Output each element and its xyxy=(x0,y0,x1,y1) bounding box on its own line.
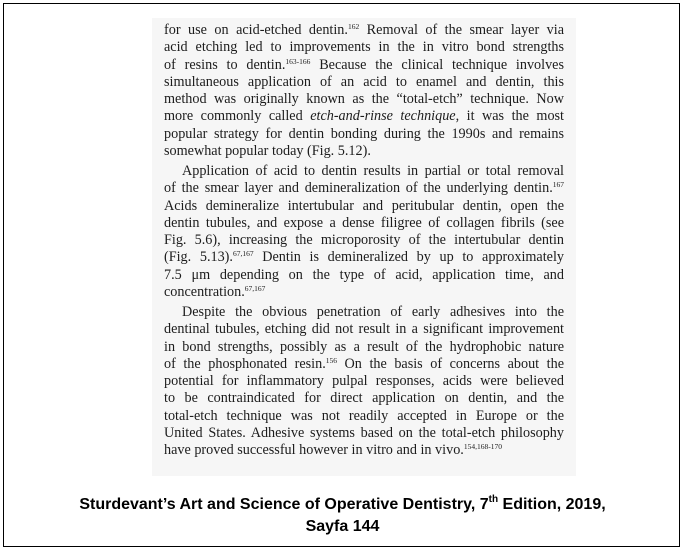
text-line: in bond strengths, possibly as a result of the hydrophobic nature xyxy=(164,338,564,355)
citation-superscript: 67,167 xyxy=(244,283,266,293)
caption-title: Sturdevant’s Art and Science of Operative Dentistry, 7 xyxy=(79,496,489,513)
citation-superscript: 67,167 xyxy=(232,249,254,259)
text-line: 7.5 μm depending on the type of acid, application time, and xyxy=(164,266,564,283)
text-line: method was originally known as the “total-etch” technique. Now xyxy=(164,91,564,107)
text-line: of resins to dentin.$^{163-166}$ Because the clinical technique involves xyxy=(164,56,565,73)
text-line: have proved successful however in vitro and in vivo.$^{154,168-170}$ xyxy=(164,442,502,458)
text-line: to be contraindicated for direct application on dentin, and the xyxy=(164,390,564,407)
text-line: Application of acid to dentin results in partial or total removal xyxy=(182,163,564,179)
paragraph-3 xyxy=(164,304,564,459)
text-line: potential for inflammatory pulpal responses, acids were believed xyxy=(164,373,564,389)
text-line: concentration.$^{67,167}$ xyxy=(164,283,266,300)
text-line: simultaneous application of an acid to enamel and dentin, this xyxy=(164,73,564,90)
text-line: for use on acid-etched dentin.$^{162}$ Removal of the smear layer via xyxy=(164,22,565,38)
source-caption xyxy=(4,494,681,538)
text-line: Acids demineralize intertubular and peritubular dentin, open the xyxy=(164,197,564,214)
text-line: Despite the obvious penetration of early adhesives into the xyxy=(182,304,564,320)
text-line: of the phosphonated resin.$^{156}$ On the basis of concerns about the xyxy=(164,355,564,372)
citation-frame xyxy=(3,3,680,547)
paragraph-1 xyxy=(164,22,564,160)
text-line: acid etching led to improvements in the in vitro bond strengths xyxy=(164,39,564,56)
paragraph-2 xyxy=(164,163,564,301)
citation-superscript: 154,168-170 xyxy=(463,442,502,451)
excerpt-text xyxy=(164,22,564,459)
text-line: United States. Adhesive systems based on the total-etch philosophy xyxy=(164,424,564,441)
text-line: dentin tubules, and expose a dense filigree of collagen fibrils (see xyxy=(164,214,564,231)
text-line: more commonly called etch-and-rinse technique, it was the most xyxy=(164,108,564,125)
caption-edition-year: Edition, 2019, xyxy=(498,496,606,513)
text-line: of the smear layer and demineralization of the underlying dentin.$^{167}$ xyxy=(164,180,564,197)
text-line: dentinal tubules, etching did not result in a significant improvement xyxy=(164,321,564,338)
caption-line-1 xyxy=(4,494,681,516)
citation-superscript: 156 xyxy=(325,355,337,365)
citation-superscript: 167 xyxy=(552,180,564,190)
citation-superscript: 163-166 xyxy=(285,56,311,66)
text-line: popular strategy for dentin bonding during the 1990s and remains xyxy=(164,125,564,142)
caption-page: Sayfa 144 xyxy=(305,518,380,535)
text-line: Fig. 5.6), increasing the microporosity of the intertubular dentin xyxy=(164,232,564,248)
text-line: (Fig. 5.13).$^{67,167}$ Dentin is demineralized by up to approximately xyxy=(164,249,564,266)
text-line: total-etch technique was not readily accepted in Europe or the xyxy=(164,407,564,424)
text-line: somewhat popular today (Fig. 5.12). xyxy=(164,142,371,159)
citation-superscript: 162 xyxy=(347,22,360,31)
caption-edition-sup: th xyxy=(488,494,499,505)
